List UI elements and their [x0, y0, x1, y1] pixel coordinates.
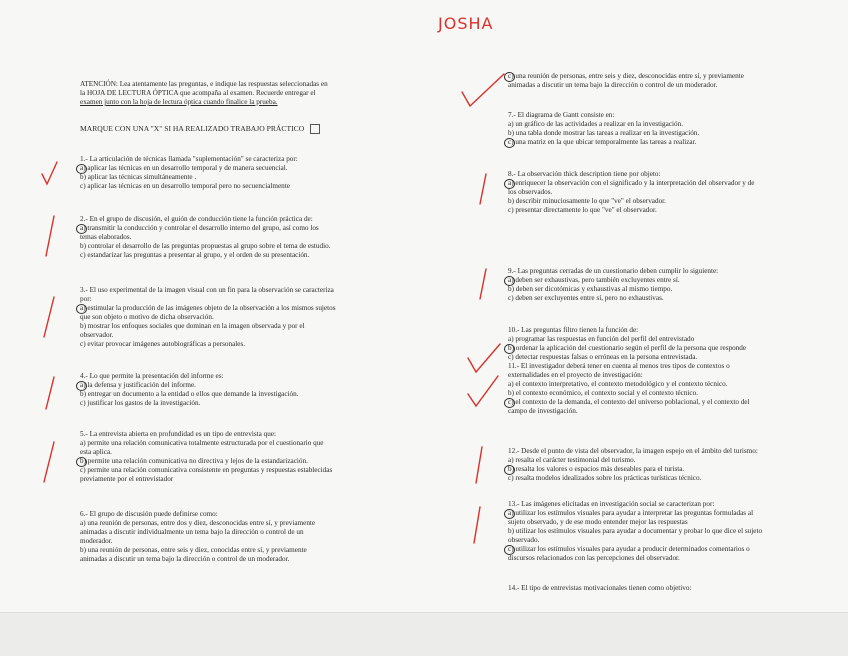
q3-line-cont: por: — [80, 295, 92, 303]
q7-option-a: a) un gráfico de las actividades a realizar en la investigación. — [508, 120, 684, 128]
q4-line: 4.- Lo que permite la presentación del informe es: — [80, 372, 224, 380]
trabajo-practico-checkbox[interactable] — [310, 124, 320, 134]
q13-option-b-cont: observado. — [508, 536, 540, 544]
q6c-check-mark — [460, 72, 506, 115]
q11-line: 11.- El investigador deberá tener en cuenta al menos tres tipos de contextos o — [508, 362, 730, 370]
q10-answer-circle — [504, 344, 515, 354]
q11-check-mark — [466, 374, 502, 415]
attention-line-3: examen junto con la hoja de lectura óptica cuando finalice la prueba. — [80, 98, 278, 106]
q3-option-b: b) mostrar los enfoques sociales que dominan en la imagen observada y por el — [80, 322, 305, 330]
q10-option-a: a) programar las respuestas en función del perfil del entrevistado — [508, 335, 695, 343]
q9-check-mark — [476, 267, 490, 306]
q3-option-a: a) estimular la producción de las imágenes objeto de la observación a los mismos sujetos — [80, 304, 336, 312]
q12-check-mark — [472, 445, 486, 490]
q13-option-b: b) utilizar los estímulos visuales para ayudar a documentar y probar lo que dice el sujeto — [508, 527, 763, 535]
q11-answer-circle — [504, 398, 515, 408]
q1-answer-circle — [76, 164, 87, 174]
q12-option-a: a) resalta el carácter testimonial del turismo. — [508, 456, 636, 464]
q5-option-c-cont: previamente por el entrevistador — [80, 475, 174, 483]
q9-answer-circle — [504, 276, 515, 286]
q4-option-c: c) justificar los gastos de la investigación. — [80, 399, 201, 407]
q6-line: 6.- El grupo de discusión puede definirse como: — [80, 510, 218, 518]
q7-answer-circle — [504, 138, 515, 148]
q3-check-mark — [40, 295, 58, 344]
q2-option-c: c) estandarizar las preguntas a presentar al grupo, y el orden de su presentación. — [80, 251, 310, 259]
q5-option-a: a) permite una relación comunicativa totalmente estructurada por el cuestionario que — [80, 439, 324, 447]
q13-option-a: a) utilizar los estímulos visuales para ayudar a interpretar las preguntas formuladas al — [508, 509, 754, 517]
q6-option-a: a) una reunión de personas, entre dos y diez, desconocidas entre sí, y previamente — [80, 519, 316, 527]
q5-line: 5.- La entrevista abierta en profundidad es un tipo de entrevista que: — [80, 430, 276, 438]
handwritten-name: JOSHA — [438, 14, 494, 33]
q1-option-b: b) aplicar las técnicas simultáneamente . — [80, 173, 197, 181]
q10-line: 10.- Las preguntas filtro tienen la función de: — [508, 326, 639, 334]
q5-option-b: b) permite una relación comunicativa no directiva y lejos de la estandarización. — [80, 457, 308, 465]
q5-option-a-cont: esta aplica. — [80, 448, 112, 456]
q6-option-c-cont: animadas a discutir un tema bajo la dirección o control de un moderador. — [508, 81, 718, 89]
q10-option-b: b) ordenar la aplicación del cuestionario según el perfil de la persona que responde — [508, 344, 747, 352]
q3-option-b-cont: observador. — [80, 331, 114, 339]
q9-option-a: a) deben ser exhaustivas, pero también excluyentes entre sí. — [508, 276, 680, 284]
q10-option-c: c) detectar respuestas falsas o erróneas en la persona entrevistada. — [508, 353, 698, 361]
q11-option-b: b) el contexto económico, el contexto social y el contexto técnico. — [508, 389, 699, 397]
q2-answer-circle — [76, 224, 87, 234]
q4-answer-circle — [76, 381, 87, 391]
q13-check-mark — [470, 505, 484, 550]
attention-line-2: la HOJA DE LECTURA ÓPTICA que acompaña al examen. Recuerde entregar el — [80, 89, 316, 97]
q6-option-a-cont: animadas a discutir individualmente un tema bajo la dirección o control de un — [80, 528, 304, 536]
q4-check-mark — [42, 375, 58, 416]
q6-option-b: b) una reunión de personas, entre seis y diez, conocidas entre sí, y previamente — [80, 546, 307, 554]
q7-option-c: c) una matriz en la que ubicar temporalmente las tareas a realizar. — [508, 138, 697, 146]
q2-option-a-cont: temas elaborados. — [80, 233, 132, 241]
q6-option-c: c) una reunión de personas, entre seis y diez, desconocidas entre sí, y previamente — [508, 72, 744, 80]
q1-option-a: a) aplicar las técnicas en un desarrollo temporal y de manera secuencial. — [80, 164, 288, 172]
q5-check-mark — [40, 440, 58, 489]
q7-option-b: b) una tabla donde mostrar las tareas a realizar en la investigación. — [508, 129, 700, 137]
q3-answer-circle — [76, 304, 87, 314]
q8-option-a-cont: los observados. — [508, 188, 553, 196]
q13-answer-circle — [504, 509, 515, 519]
q2-option-a: a) transmitir la conducción y controlar el desarrollo interno del grupo, así como los — [80, 224, 319, 232]
q2-option-b: b) controlar el desarrollo de las preguntas propuestas al grupo sobre el tema de estudio. — [80, 242, 331, 250]
q3-line: 3.- El uso experimental de la imagen visual con un fin para la observación se caracteriza — [80, 286, 334, 294]
q13-answer-circle-2 — [504, 545, 515, 555]
q8-option-b: b) describir minuciosamente lo que "ve" el observador. — [508, 197, 666, 205]
marque-label: MARQUE CON UNA "X" SI HA REALIZADO TRABAJO PRÁCTICO — [80, 123, 305, 133]
q9-option-b: b) deben ser dicotómicas y exhaustivas al mismo tiempo. — [508, 285, 673, 293]
q12-option-c: c) resalta modelos idealizados sobre los prácticas turísticas técnico. — [508, 474, 702, 482]
q1-option-c: c) aplicar las técnicas en un desarrollo temporal pero no secuencialmente — [80, 182, 290, 190]
q9-option-c: c) deben ser excluyentes entre sí, pero no exhaustivas. — [508, 294, 664, 302]
q11-line-cont: externalidades en el proyecto de investigación: — [508, 371, 643, 379]
q5-option-c: c) permite una relación comunicativa consistente en preguntas y respuestas establecidas — [80, 466, 333, 474]
q8-answer-circle — [504, 179, 515, 189]
q13-option-a-cont: sujeto observado, y de ese modo entender mejor las respuestas — [508, 518, 688, 526]
q13-line: 13.- Las imágenes elicitadas en investigación social se caracterizan por: — [508, 500, 715, 508]
q13-option-c-cont: discursos relacionados con las percepciones del observador. — [508, 554, 680, 562]
q13-option-c: c) utilizar los estímulos visuales para ayudar a producir determinados comentarios o — [508, 545, 750, 553]
q8-option-a: a) enriquecer la observación con el significado y la interpretación del observador y de — [508, 179, 755, 187]
q12-line: 12.- Desde el punto de vista del observador, la imagen espejo en el ámbito del turismo: — [508, 447, 758, 455]
q1-check-mark — [40, 160, 60, 195]
q11-option-c: c) el contexto de la demanda, el contexto del universo poblacional, y el contexto del — [508, 398, 750, 406]
q3-option-a-cont: que son objeto o motivo de dicha observación. — [80, 313, 214, 321]
q7-line: 7.- El diagrama de Gantt consiste en: — [508, 111, 615, 119]
q11-option-a: a) el contexto interpretativo, el contexto metodológico y el contexto técnico. — [508, 380, 728, 388]
q8-line: 8.- La observación thick description tiene por objeto: — [508, 170, 661, 178]
q4-option-b: b) entregar un documento a la entidad o ellos que demande la investigación. — [80, 390, 299, 398]
q11-option-c-cont: campo de investigación. — [508, 407, 578, 415]
q9-line: 9.- Las preguntas cerradas de un cuestionario deben cumplir lo siguiente: — [508, 267, 719, 275]
q8-check-mark — [476, 172, 490, 211]
q3-option-c: c) evitar provocar imágenes autobiográficas a personales. — [80, 340, 246, 348]
scan-bottom-margin — [0, 612, 848, 656]
q14-line: 14.- El tipo de entrevistas motivacionales tienen como objetivo: — [508, 584, 692, 592]
q4-option-a: a) la defensa y justificación del informe. — [80, 381, 196, 389]
q6-option-a-cont2: moderador. — [80, 537, 113, 545]
q2-line: 2.- En el grupo de discusión, el guión de conducción tiene la función práctica de: — [80, 215, 313, 223]
q6-option-b-cont: animadas a discutir un tema bajo la dirección o control de un moderador. — [80, 555, 290, 563]
q12-answer-circle — [504, 465, 515, 475]
q12-option-b: b) resalta los valores o espacios más deseables para el turista. — [508, 465, 685, 473]
q2-check-mark — [42, 214, 58, 263]
attention-line-1: ATENCIÓN: Lea atentamente las preguntas, e indique las respuestas seleccionadas en — [80, 80, 328, 88]
marque-trabajo-practico — [80, 124, 320, 134]
q8-option-c: c) presentar directamente lo que "ve" el observador. — [508, 206, 657, 214]
q5-answer-circle — [76, 457, 87, 467]
q1-line: 1.- La articulación de técnicas llamada "suplementación" se caracteriza por: — [80, 155, 298, 163]
